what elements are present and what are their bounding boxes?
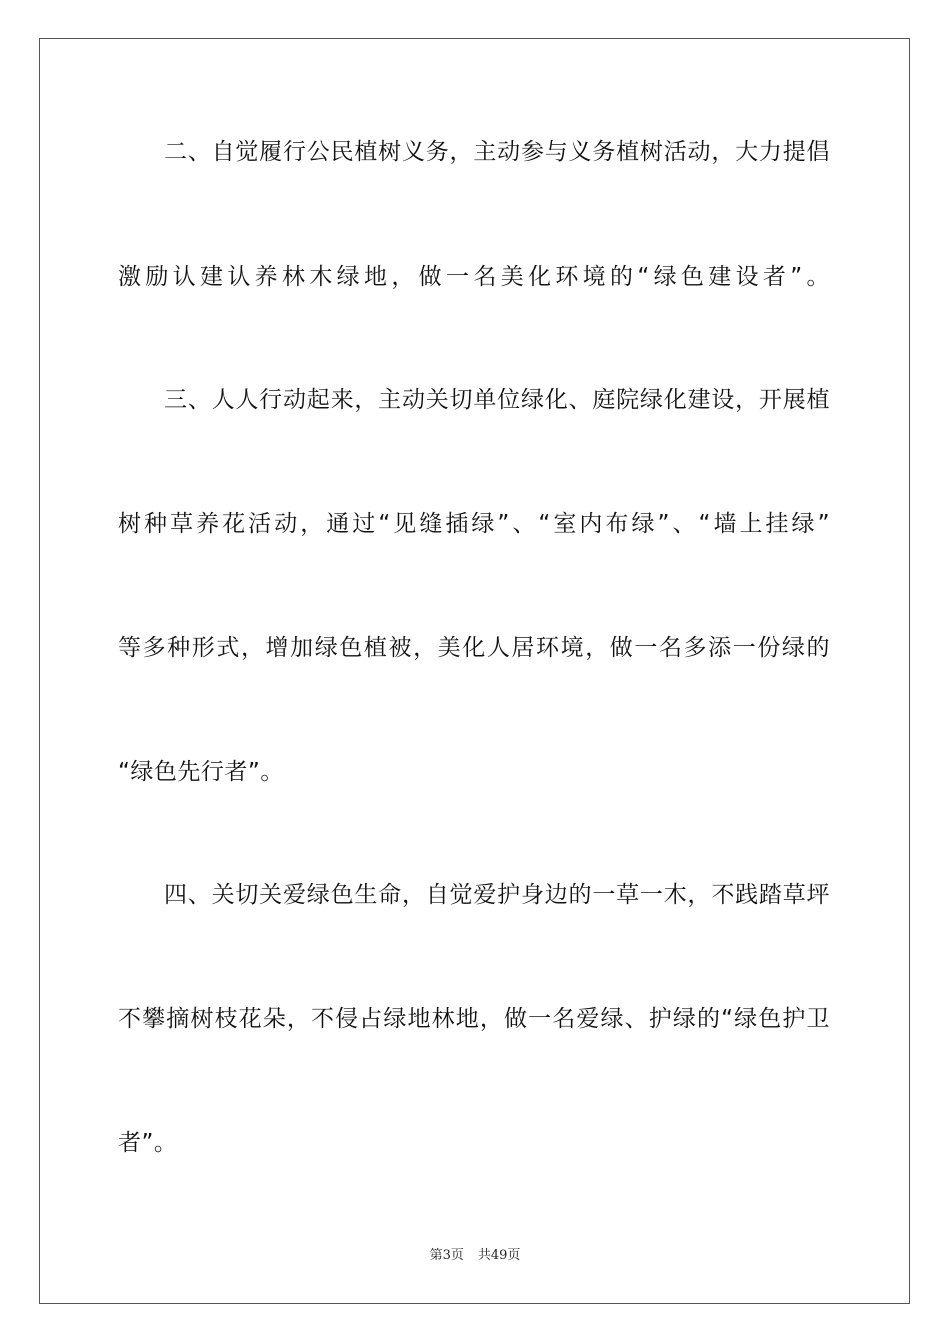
paragraph-4-line-2: 不攀摘树枝花朵，不侵占绿地林地，做一名爱绿、护绿的“绿色护卫 [118,1006,830,1032]
paragraph-3-line-2: 树种草养花活动，通过“见缝插绿”、“室内布绿”、“墙上挂绿” [118,511,830,537]
paragraph-3-line-4: “绿色先行者”。 [118,759,284,785]
paragraph-3-line-1: 三、人人行动起来，主动关切单位绿化、庭院绿化建设，开展植 [164,387,830,413]
page-footer [0,1248,950,1264]
paragraph-4-line-3: 者”。 [118,1130,178,1156]
page-border [39,38,910,1304]
paragraph-2-line-1: 二、自觉履行公民植树义务，主动参与义务植树活动，大力提倡 [164,139,830,165]
page-total: 共49页 [477,1248,521,1263]
page-number: 第3页 [429,1248,464,1263]
paragraph-2-line-2: 激励认建认养林木绿地，做一名美化环境的“绿色建设者”。 [118,264,830,290]
paragraph-4-line-1: 四、关切关爱绿色生命，自觉爱护身边的一草一木，不践踏草坪 [164,882,830,908]
paragraph-3-line-3: 等多种形式，增加绿色植被，美化人居环境，做一名多添一份绿的 [118,635,830,661]
